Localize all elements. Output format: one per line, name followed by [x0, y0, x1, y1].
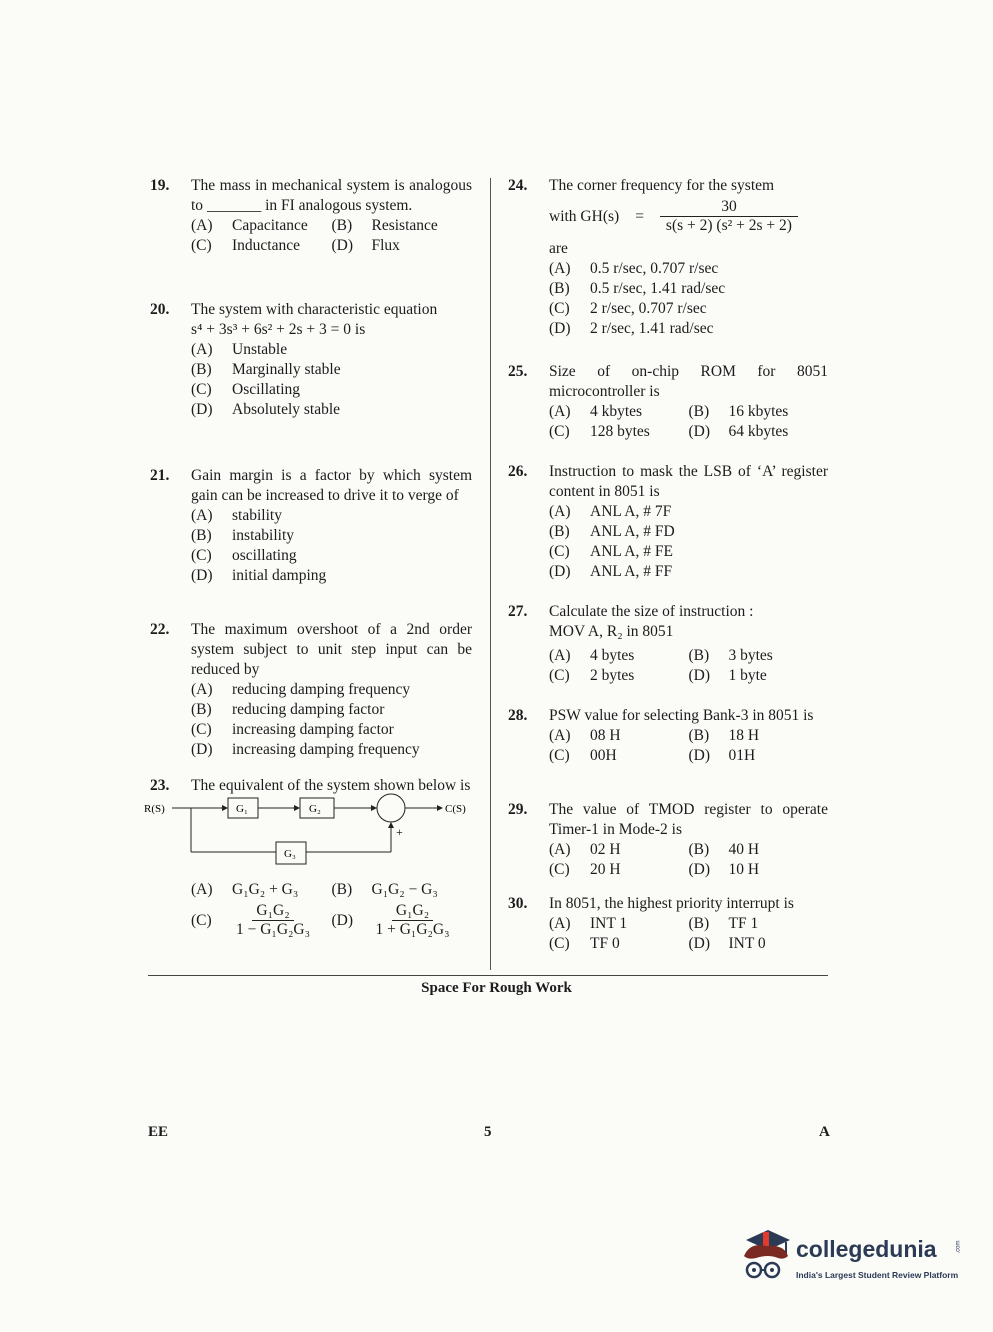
option-c: 00H	[590, 747, 617, 764]
option-b: 40 H	[728, 841, 760, 858]
options-row: (C) 128 bytes (D) 64 kbytes	[549, 423, 789, 440]
sum-sign: +	[396, 825, 403, 839]
option-a: reducing damping frequency	[232, 681, 411, 698]
option-b: Resistance	[371, 217, 438, 234]
option-d: Absolutely stable	[232, 401, 341, 418]
option-b: TF 1	[728, 915, 759, 932]
options-row: (C) 2 bytes (D) 1 byte	[549, 667, 767, 684]
options-row: (A) 08 H (B) 18 H	[549, 727, 760, 744]
question-text: The equivalent of the system shown below is	[191, 777, 471, 794]
subject-code: EE	[148, 1124, 169, 1140]
option-d: $\frac{\text{G₁G₂}}{\text{1 + G₁G₂G₃}}$	[375, 902, 450, 938]
arrow-icon	[222, 805, 228, 811]
output-label: C(S)	[445, 803, 466, 815]
option-a: Unstable	[232, 341, 288, 358]
option-c: 20 H	[590, 861, 621, 878]
option-a: 02 H	[590, 841, 621, 858]
option-c: 2 r/sec, 0.707 r/sec	[590, 300, 707, 317]
question-25	[508, 362, 828, 462]
option-a: Capacitance	[232, 217, 308, 234]
option-d: 01H	[728, 747, 756, 764]
arrow-icon	[388, 822, 394, 828]
option-a: 08 H	[590, 727, 621, 744]
option-a: 4 bytes	[590, 647, 635, 664]
options-row: (A) 4 kbytes (B) 16 kbytes	[549, 403, 789, 420]
mascot-icon	[738, 1226, 794, 1286]
question-number: 27.	[508, 603, 528, 620]
input-label: R(S)	[144, 803, 165, 815]
option-d: 10 H	[728, 861, 760, 878]
characteristic-equation: s⁴ + 3s³ + 6s² + 2s + 3 = 0 is	[191, 321, 366, 338]
option-c: Inductance	[232, 237, 300, 254]
question-number: 29.	[508, 801, 528, 818]
option-b: 16 kbytes	[728, 403, 789, 420]
option-a: 4 kbytes	[590, 403, 643, 420]
option-d: ANL A, # FF	[590, 563, 673, 580]
option-c: TF 0	[590, 935, 620, 952]
question-number: 19.	[150, 177, 170, 194]
block-g2-label: G₂	[309, 803, 321, 815]
options-row: (C) $\frac{\text{G₁G₂}}{\text{1 − G₁G₂G₃}}$ (D) $\frac{\text{G₁G₂}}{\text{1 + G₁G₂G₃}}$	[191, 902, 472, 939]
question-text: The corner frequency for the system	[549, 177, 775, 194]
option-c: $\frac{\text{G₁G₂}}{\text{1 − G₁G₂G₃}}$	[236, 902, 311, 938]
options-row: (A) 4 bytes (B) 3 bytes	[549, 647, 773, 664]
booklet-series: A	[819, 1124, 830, 1140]
rough-work-label: Space For Rough Work	[421, 980, 572, 996]
question-number: 30.	[508, 895, 528, 912]
question-number: 26.	[508, 463, 528, 480]
arrow-icon	[437, 805, 443, 811]
question-27	[508, 602, 828, 706]
options-row: (A) Capacitance (B) Resistance	[191, 217, 438, 234]
options-row: (A) INT 1 (B) TF 1	[549, 915, 759, 932]
option-d: initial damping	[232, 567, 327, 584]
question-23	[144, 776, 472, 939]
question-number: 21.	[150, 467, 170, 484]
question-30	[508, 894, 828, 954]
question-21: 21. Gain margin is a factor by which system gain can be increased to drive it to verge of (A) stability (B) instability (C) oscillating (D) initial damping	[150, 467, 472, 584]
option-d: 1 byte	[728, 667, 767, 684]
options-row: (A) 02 H (B) 40 H	[549, 841, 760, 858]
option-d: 64 kbytes	[728, 423, 789, 440]
option-a: 0.5 r/sec, 0.707 r/sec	[590, 260, 719, 277]
option-d: INT 0	[728, 935, 766, 952]
question-29	[508, 800, 828, 894]
logo-domain: .com	[955, 1240, 962, 1254]
right-column	[508, 176, 828, 954]
footer-divider	[148, 975, 828, 976]
arrow-icon	[371, 805, 377, 811]
question-24: 24. The corner frequency for the system with GH(s) = $\frac{30}{\text{s(s + 2) (s² + 2s + 2)}}$ are (A) 0.5 r/sec, 0.707 r/sec (B) 0.5 r/sec, 1.41 rad/sec (C) 2 r/sec, 0.707 r/sec (D) 2 r/sec, 1.41 rad/sec	[508, 176, 828, 362]
question-text: The system with characteristic equation	[191, 301, 438, 318]
option-a: G₁G₂ + G₃	[232, 881, 299, 898]
option-b: Marginally stable	[232, 361, 341, 378]
question-19	[150, 176, 472, 300]
left-column	[144, 176, 472, 939]
options-row: (C) Inductance (D) Flux	[191, 237, 400, 254]
question-text: Gain margin is a factor by which system gain can be increased to drive it to verge of	[191, 467, 472, 504]
option-c: increasing damping factor	[232, 721, 394, 738]
page-number: 5	[484, 1124, 492, 1140]
summing-junction	[377, 794, 405, 822]
question-text: The value of TMOD register to operate Timer-1 in Mode-2 is	[549, 801, 828, 838]
option-c: 128 bytes	[590, 423, 650, 440]
question-number: 28.	[508, 707, 528, 724]
block-diagram	[144, 796, 504, 868]
logo-tagline: India's Largest Student Review Platform	[796, 1270, 959, 1280]
option-c: Oscillating	[232, 381, 301, 398]
options-row: (A) G₁G₂ + G₃ (B) G₁G₂ − G₃	[191, 881, 438, 898]
question-number: 20.	[150, 301, 170, 318]
collegedunia-logo	[738, 1226, 963, 1286]
options-row: (C) 20 H (D) 10 H	[549, 861, 760, 878]
option-c: 2 bytes	[590, 667, 635, 684]
arrow-icon	[294, 805, 300, 811]
option-b: ANL A, # FD	[590, 523, 675, 540]
question-text-cont: MOV A, R₂ in 8051	[549, 623, 674, 640]
question-number: 23.	[150, 777, 170, 794]
question-text: Instruction to mask the LSB of ‘A’ register content in 8051 is	[549, 463, 828, 500]
option-b: G₁G₂ − G₃	[371, 881, 438, 898]
option-b: instability	[232, 527, 294, 544]
question-26: 26. Instruction to mask the LSB of ‘A’ register content in 8051 is (A) ANL A, # 7F (B) ANL A, # FD (C) ANL A, # FE (D) ANL A, # FF	[508, 463, 828, 580]
question-number: 22.	[150, 621, 170, 638]
question-text-cont: are	[549, 240, 568, 257]
logo-name: collegedunia	[796, 1236, 937, 1262]
question-number: 24.	[508, 177, 528, 194]
block-g3-label: G₃	[284, 848, 296, 860]
option-d: Flux	[371, 237, 400, 254]
option-b: 0.5 r/sec, 1.41 rad/sec	[590, 280, 726, 297]
options-row: (C) 00H (D) 01H	[549, 747, 756, 764]
question-text: The maximum overshoot of a 2nd order system subject to unit step input can be reduced by	[191, 621, 472, 678]
question-text: PSW value for selecting Bank-3 in 8051 is	[549, 707, 814, 724]
option-a: stability	[232, 507, 282, 524]
question-22: 22. The maximum overshoot of a 2nd order system subject to unit step input can be reduced by (A) reducing damping frequency (B) reducing damping factor (C) increasing damping factor (D) increasing damping frequency	[150, 621, 472, 758]
option-b: 3 bytes	[728, 647, 773, 664]
option-a: INT 1	[590, 915, 628, 932]
question-28	[508, 706, 828, 800]
transfer-function: with GH(s) = $\frac{30}{\text{s(s + 2) (s² + 2s + 2)}}$	[549, 198, 828, 235]
option-c: oscillating	[232, 547, 297, 564]
option-b: reducing damping factor	[232, 701, 385, 718]
question-number: 25.	[508, 363, 528, 380]
option-a: ANL A, # 7F	[590, 503, 672, 520]
question-text: Size of on-chip ROM for 8051 microcontroller is	[549, 363, 828, 400]
option-d: 2 r/sec, 1.41 rad/sec	[590, 320, 714, 337]
block-g1-label: G₁	[236, 803, 248, 815]
options-row: (C) TF 0 (D) INT 0	[549, 935, 766, 952]
option-c: ANL A, # FE	[590, 543, 673, 560]
question-20: 20. The system with characteristic equation s⁴ + 3s³ + 6s² + 2s + 3 = 0 is (A) Unstable (B) Marginally stable (C) Oscillating (D) Absolutely stable	[150, 300, 472, 466]
option-d: increasing damping frequency	[232, 741, 420, 758]
question-text: In 8051, the highest priority interrupt is	[549, 895, 794, 912]
option-b: 18 H	[728, 727, 760, 744]
question-text: The mass in mechanical system is analogous to _______ in FI analogous system.	[191, 177, 472, 214]
question-text: Calculate the size of instruction :	[549, 603, 754, 620]
